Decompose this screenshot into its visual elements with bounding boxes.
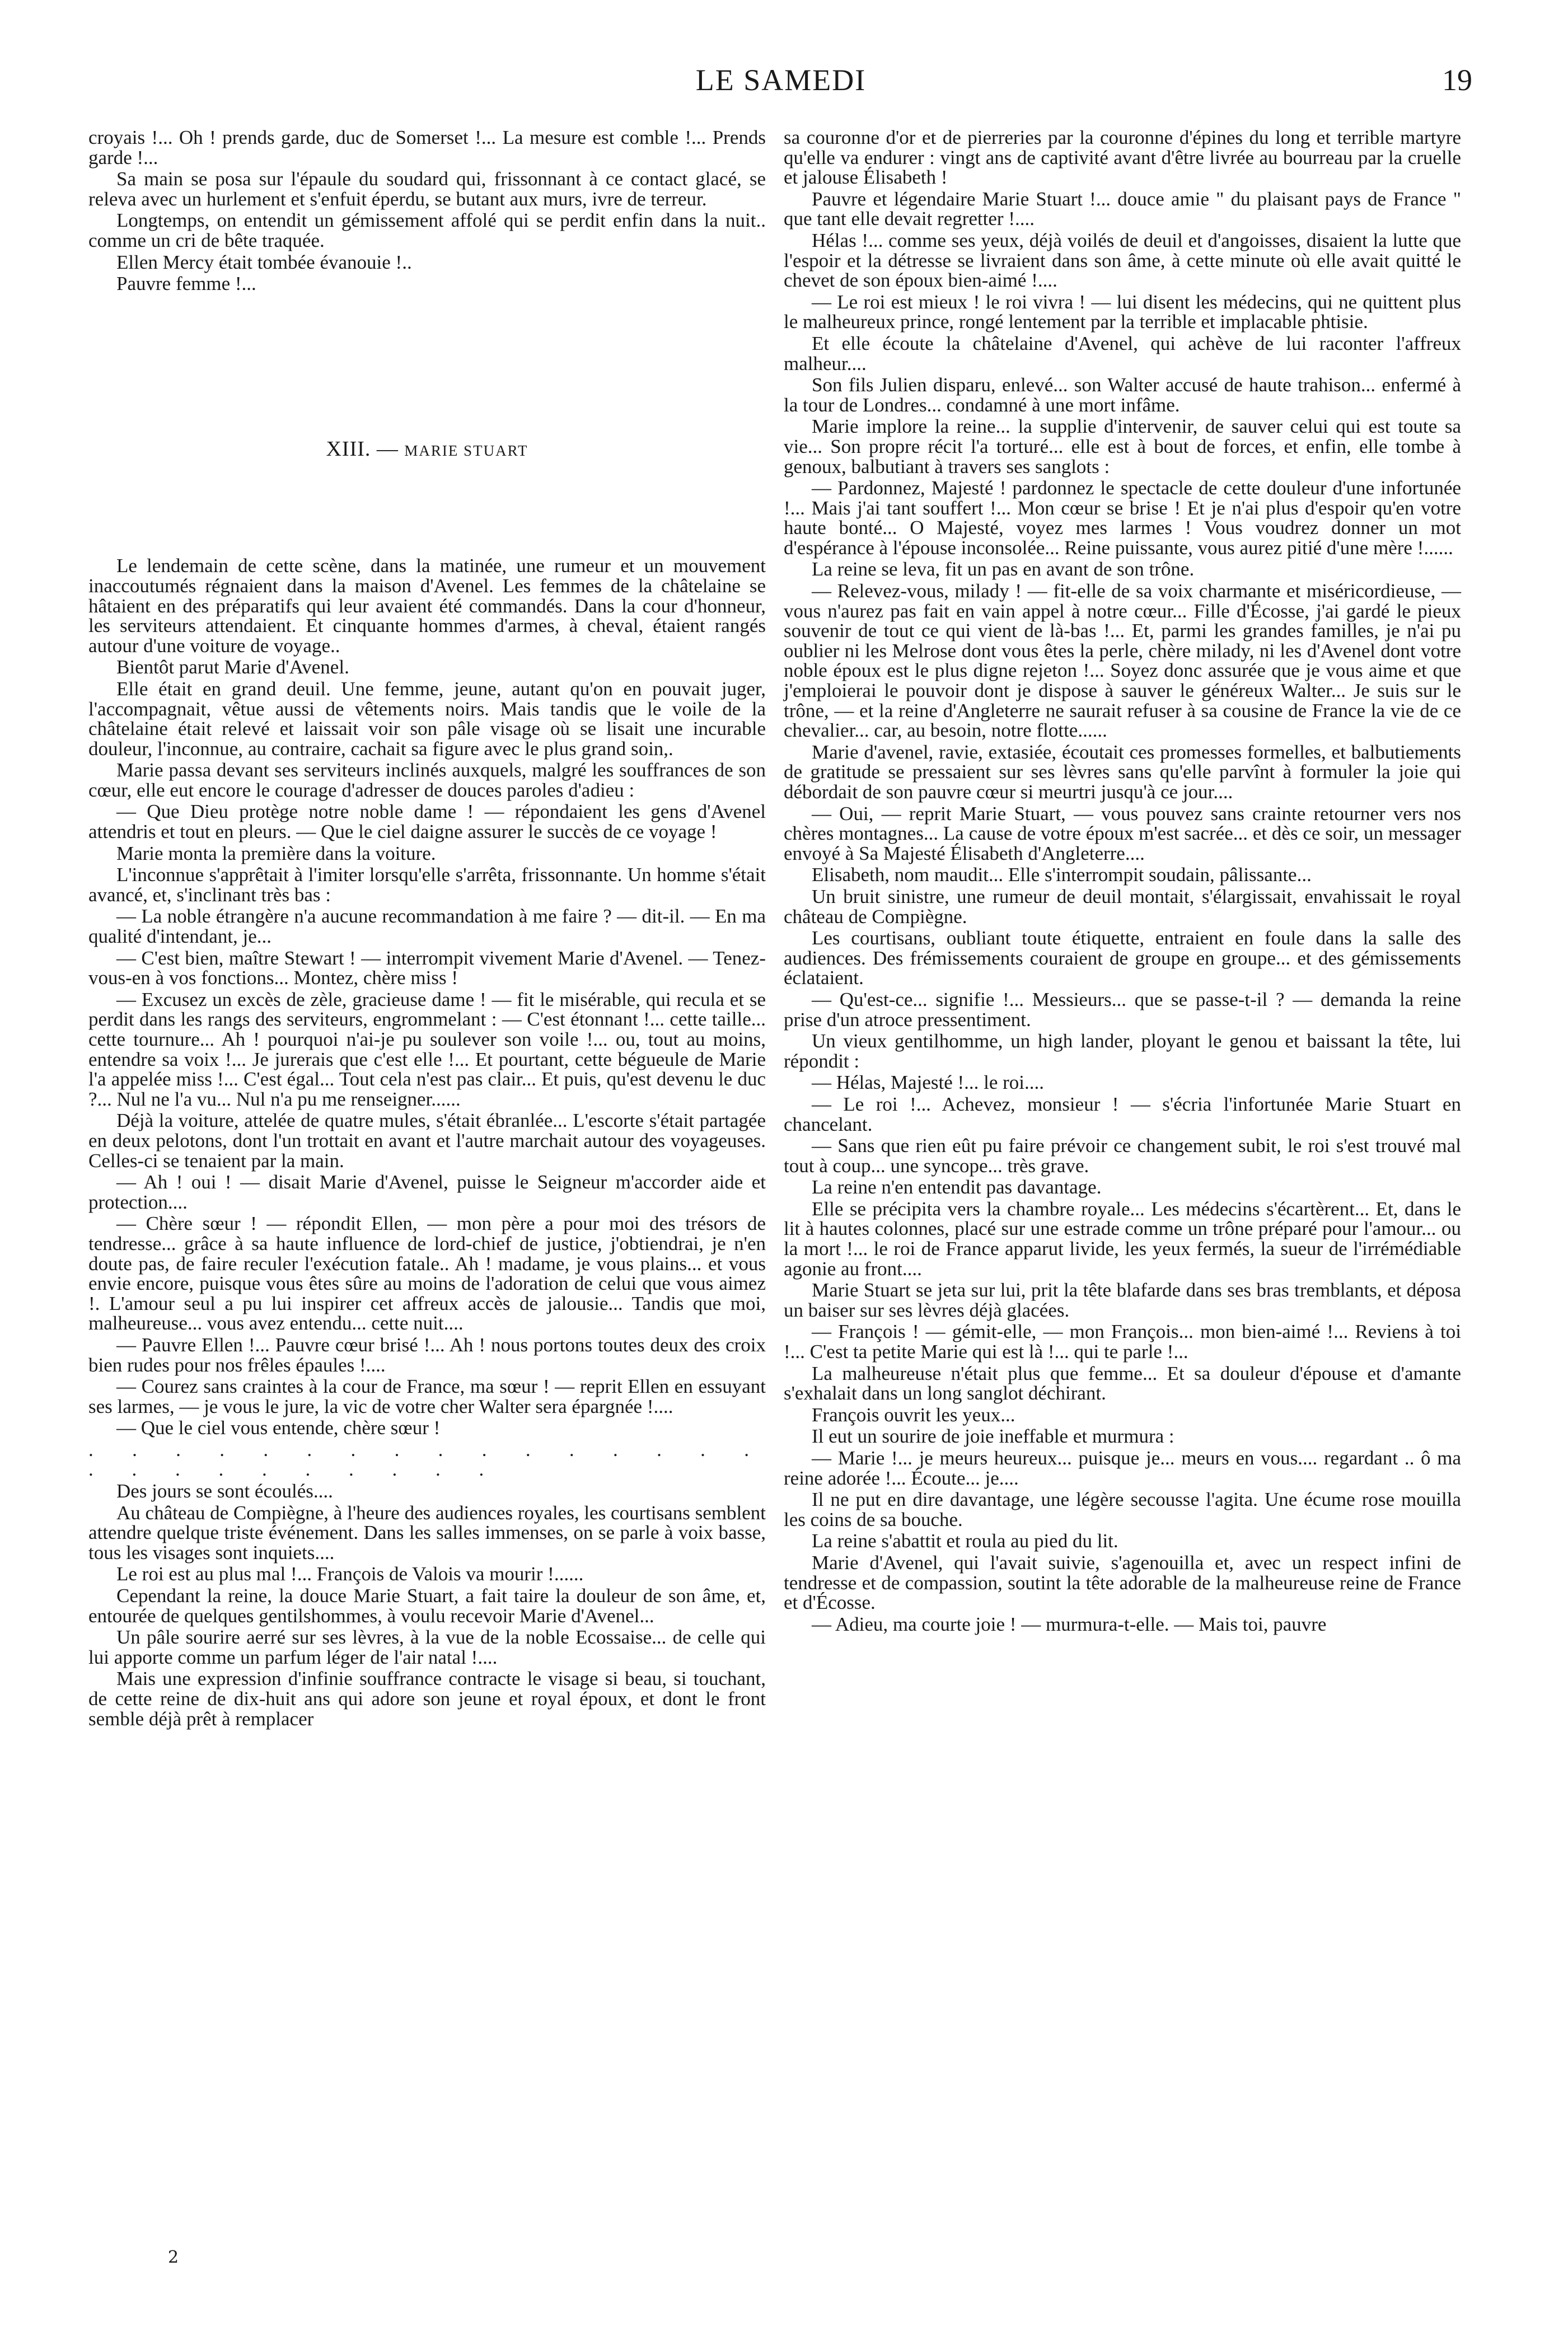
paragraph: François ouvrit les yeux...	[812, 1403, 1015, 1426]
paragraph: Déjà la voiture, attelée de quatre mules, s'était ébranlée... L'escorte s'était partagée en deux pelotons, dont l'un trottait en avant et l'autre marchait autour des voyageuses. Celles-ci se tenaient par la main.	[88, 1110, 766, 1172]
paragraph: — Courez sans craintes à la cour de France, ma sœur ! — reprit Ellen en essuyant ses larmes, — je vous le jure, la vic de votre cher Walter sera épargnée !....	[88, 1375, 766, 1417]
paragraph: Hélas !... comme ses yeux, déjà voilés de deuil et d'angoisses, disaient la lutte que l'espoir et la détresse se livraient dans son âme, à cette minute où elle avait quitté le chevet de son époux bien-aimé !....	[784, 229, 1461, 292]
paragraph: Un pâle sourire aerré sur ses lèvres, à la vue de la noble Ecossaise... de celle qui lui apporte comme un parfum léger de l'air natal !....	[88, 1626, 766, 1668]
paragraph: Elisabeth, nom maudit... Elle s'interrompit soudain, pâlissante...	[812, 864, 1312, 886]
paragraph: — La noble étrangère n'a aucune recommandation à me faire ? — dit-il. — En ma qualité d'intendant, je...	[88, 905, 766, 948]
paragraph: Sa main se posa sur l'épaule du soudard qui, frissonnant à ce contact glacé, se releva avec un hurlement et s'enfuit éperdu, se butant aux murs, ivre de terreur.	[88, 168, 766, 210]
paragraph: Son fils Julien disparu, enlevé... son Walter accusé de haute trahison... enfermé à la tour de Londres... condamné à une mort infâme.	[784, 374, 1461, 416]
right-column	[784, 128, 1461, 1636]
paragraph: Marie d'avenel, ravie, extasiée, écoutait ces promesses formelles, et balbutiements de gratitude se pressaient sur ses lèvres sans qu'elle parvînt à formuler la joie qui débordait de son pauvre cœur si meurtri jusqu'à ce jour....	[784, 741, 1461, 803]
paragraph: — Pardonnez, Majesté ! pardonnez le spectacle de cette douleur d'une infortunée !... Mais j'ai tant souffert !... Mon cœur se brise ! Et je n'ai plus d'espoir qu'en votre haute bonté... O Majesté, voyez mes larmes ! Vous voudrez donner un mot d'espérance à l'épouse inconsolée... Reine puissante, vous aurez pitié d'une mère !......	[784, 477, 1461, 559]
paragraph: Longtemps, on entendit un gémissement affolé qui se perdit enfin dans la nuit.. comme un cri de bête traquée.	[88, 209, 766, 251]
left-column	[88, 128, 766, 1730]
paragraph: Pauvre et légendaire Marie Stuart !... douce amie " du plaisant pays de France " que tant elle devait regretter !....	[784, 188, 1461, 230]
paragraph: Cependant la reine, la douce Marie Stuart, a fait taire la douleur de son âme, et, entourée de quelques gentilshommes, à voulu recevoir Marie d'Avenel...	[88, 1585, 766, 1627]
paragraph: Il ne put en dire davantage, une légère secousse l'agita. Une écume rose mouilla les coins de sa bouche.	[784, 1489, 1461, 1530]
paragraph: Marie passa devant ses serviteurs inclinés auxquels, malgré les souffrances de son cœur, elle eut encore le courage d'adresser de douces paroles d'adieu :	[88, 759, 766, 801]
paragraph: — Ah ! oui ! — disait Marie d'Avenel, puisse le Seigneur m'accorder aide et protection....	[88, 1171, 766, 1213]
paragraph: — Excusez un excès de zèle, gracieuse dame ! — fit le misérable, qui recula et se perdit dans les rangs des serviteurs, engrommelant : — C'est étonnant !... cette taille... cette tournure... Ah ! pourquoi n'ai-je pu soulever son voile !... ou, tout au moins, entendre sa voix !... Je jurerais que c'est elle !... Et pourtant, cette bégueule de Marie l'a appelée miss !... C'est égal... Tout cela n'est pas clair... Et puis, qu'est devenu le duc ?... Nul ne l'a vu... Nul n'a pu me renseigner......	[88, 988, 766, 1110]
printer-signature-mark: 2	[168, 2248, 179, 2267]
paragraph: — Oui, — reprit Marie Stuart, — vous pouvez sans crainte retourner vers nos chères montagnes... La cause de votre époux m'est sacrée... et dès ce soir, un messager envoyé à Sa Majesté Élisabeth d'Angleterre....	[784, 802, 1461, 864]
section-break-dots: . . . . . . . . . . . . . . . . . . . . . . . . . .	[88, 1438, 766, 1481]
paragraph: Le roi est au plus mal !... François de Valois va mourir !......	[116, 1563, 584, 1585]
paragraph: — Que le ciel vous entende, chère sœur !	[116, 1417, 441, 1439]
paragraph: Il eut un sourire de joie ineffable et murmura :	[812, 1425, 1174, 1448]
paragraph: La reine n'en entendit pas davantage.	[812, 1176, 1102, 1199]
left-mid-text	[88, 556, 766, 1438]
paragraph: Marie monta la première dans la voiture.	[116, 842, 436, 864]
paragraph: Les courtisans, oubliant toute étiquette, entraient en foule dans la salle des audiences. Des frémissements couraient de groupe en groupe... et des gémissements éclataient.	[784, 927, 1461, 989]
paragraph: — Marie !... je meurs heureux... puisque je... meurs en vous.... regardant .. ô ma reine adorée !... Écoute... je....	[784, 1447, 1461, 1489]
paragraph: L'inconnue s'apprêtait à l'imiter lorsqu'elle s'arrêta, frissonnante. Un homme s'était avancé, et, s'inclinant très bas :	[88, 864, 766, 906]
paragraph: Elle se précipita vers la chambre royale... Les médecins s'écartèrent... Et, dans le lit à hautes colonnes, placé sur une estrade comme un trône préparé pour l'amour... ou la mort !... le roi de France apparut livide, les yeux fermés, la sueur de l'irrémédiable agonie au front....	[784, 1197, 1461, 1280]
paragraph: — Hélas, Majesté !... le roi....	[812, 1071, 1045, 1094]
paragraph: La reine se leva, fit un pas en avant de son trône.	[812, 558, 1195, 581]
paragraph: Ellen Mercy était tombée évanouie !..	[116, 251, 412, 273]
paragraph: — Le roi est mieux ! le roi vivra ! — lui disent les médecins, qui ne quittent plus le malheureux prince, rongé lentement par la terrible et implacable phtisie.	[784, 291, 1461, 333]
paragraph: — Adieu, ma courte joie ! — murmura-t-elle. — Mais toi, pauvre	[812, 1613, 1327, 1635]
paragraph: Marie Stuart se jeta sur lui, prit la tête blafarde dans ses bras tremblants, et déposa un baiser sur ses lèvres déjà glacées.	[784, 1279, 1461, 1321]
right-column-text	[784, 128, 1461, 1634]
paragraph: — Pauvre Ellen !... Pauvre cœur brisé !... Ah ! nous portons toutes deux des croix bien rudes pour nos frêles épaules !....	[88, 1333, 766, 1376]
section-number: XIII. —	[326, 437, 399, 461]
paragraph: — Qu'est-ce... signifie !... Messieurs... que se passe-t-il ? — demanda la reine prise d'un atroce pressentiment.	[784, 988, 1461, 1031]
paragraph: — C'est bien, maître Stewart ! — interrompit vivement Marie d'Avenel. — Tenez-vous-en à vos fonctions... Montez, chère miss !	[88, 947, 766, 989]
paragraph: Pauvre femme !...	[116, 273, 256, 295]
paragraph: La malheureuse n'était plus que femme... Et sa douleur d'épouse et d'amante s'exhalait dans un long sanglot déchirant.	[784, 1362, 1461, 1405]
paragraph: — Chère sœur ! — répondit Ellen, — mon père a pour moi des trésors de tendresse... grâce à sa haute influence de lord-chief de justice, j'obtiendrai, je n'en doute pas, de faire reculer l'exécution fatale.. Ah ! madame, je vous plains... et vous envie encore, puisque vous êtes sûre au moins de l'adoration de celui que vous aimez !. L'amour seul a pu lui inspirer cet affreux accès de jalousie... Tandis que moi, malheureuse... vous avez entendu... cette nuit....	[88, 1213, 766, 1335]
paragraph: Un vieux gentilhomme, un high lander, ployant le genou et baissant la tête, lui répondit :	[784, 1030, 1461, 1072]
paragraph: — Relevez-vous, milady ! — fit-elle de sa voix charmante et miséricordieuse, — vous n'aurez pas fait en vain appel à notre cœur... Fille d'Écosse, j'ai gardé le pieux souvenir de tout ce qui vient de là-bas !... Et, parmi les grandes familles, je n'ai pu oublier ni les Melrose dont vous êtes la perle, chère milady, ni les d'Avenel dont votre noble époux est le plus digne rejeton !... Soyez donc assurée que je vous aime et que j'emploierai le pouvoir dont je dispose à sauver le généreux Walter... Je suis sur le trône, — et la reine d'Angleterre ne saurait refuser à sa cousine de France la vie de ce chevalier... car, au besoin, notre flotte......	[784, 580, 1461, 742]
paragraph: Bientôt parut Marie d'Avenel.	[116, 656, 349, 678]
left-bottom-text	[88, 1481, 766, 1729]
paragraph: Mais une expression d'infinie souffrance contracte le visage si beau, si touchant, de cette reine de dix-huit ans qui adore son jeune et royal époux, et dont le front semble déjà prêt à remplacer	[88, 1668, 766, 1730]
paragraph: Elle était en grand deuil. Une femme, jeune, autant qu'on en pouvait juger, l'accompagnait, vêtue aussi de vêtements noirs. Mais tandis que le voile de la châtelaine était relevé et laissait voir son pâle visage où se lisait une incurable douleur, l'inconnue, au contraire, cachait sa figure avec le plus grand soin,.	[88, 677, 766, 760]
section-heading	[88, 439, 766, 461]
paragraph: Un bruit sinistre, une rumeur de deuil montait, s'élargissait, envahissait le royal château de Compiègne.	[784, 885, 1461, 928]
section-title: MARIE STUART	[404, 442, 528, 459]
paragraph: — Que Dieu protège notre noble dame ! — répondaient les gens d'Avenel attendris et tout en pleurs. — Que le ciel daigne assurer le succès de ce voyage !	[88, 801, 766, 843]
running-title: LE SAMEDI	[695, 63, 867, 97]
paragraph: Marie implore la reine... la supplie d'intervenir, de sauver celui qui est toute sa vie... Son propre récit l'a torturé... elle est à bout de forces, et enfin, elle tombe à genoux, balbutiant à travers ses sanglots :	[784, 415, 1461, 478]
paragraph: — Le roi !... Achevez, monsieur ! — s'écria l'infortunée Marie Stuart en chancelant.	[784, 1093, 1461, 1135]
paragraph: Le lendemain de cette scène, dans la matinée, une rumeur et un mouvement inaccoutumés régnaient dans la maison d'Avenel. Les femmes de la châtelaine se hâtaient en des préparatifs qui leur avaient été commandés. Dans la cour d'honneur, les serviteurs attendaient. Et cinquante hommes d'armes, à cheval, étaient rangés autour d'une voiture de voyage..	[88, 555, 766, 657]
paragraph: — François ! — gémit-elle, — mon François... mon bien-aimé !... Reviens à toi !... C'est ta petite Marie qui est là !... qui te parle !...	[784, 1321, 1461, 1363]
paragraph: — Sans que rien eût pu faire prévoir ce changement subit, le roi s'est trouvé mal tout à coup... une syncope... très grave.	[784, 1135, 1461, 1177]
paragraph: sa couronne d'or et de pierreries par la couronne d'épines du long et terrible martyre qu'elle va endurer : vingt ans de captivité avant d'être livrée au bourreau par la cruelle et jalouse Élisabeth !	[784, 127, 1461, 189]
paragraph: Au château de Compiègne, à l'heure des audiences royales, les courtisans semblent attendre quelque triste événement. Dans les salles immenses, on se parle à voix basse, tous les visages sont inquiets....	[88, 1501, 766, 1564]
paragraph: croyais !... Oh ! prends garde, duc de Somerset !... La mesure est comble !... Prends garde !...	[88, 127, 766, 168]
paragraph: Marie d'Avenel, qui l'avait suivie, s'agenouilla et, avec un respect infini de tendresse et de compassion, soutint la tête adorable de la malheureuse reine de France et d'Écosse.	[784, 1551, 1461, 1614]
page-number: 19	[1442, 63, 1472, 97]
paragraph: Et elle écoute la châtelaine d'Avenel, qui achève de lui raconter l'affreux malheur....	[784, 332, 1461, 375]
page-header	[90, 63, 1472, 113]
paragraph: Des jours se sont écoulés....	[116, 1480, 333, 1502]
left-top-text	[88, 128, 766, 294]
paragraph: La reine s'abattit et roula au pied du lit.	[812, 1530, 1118, 1552]
